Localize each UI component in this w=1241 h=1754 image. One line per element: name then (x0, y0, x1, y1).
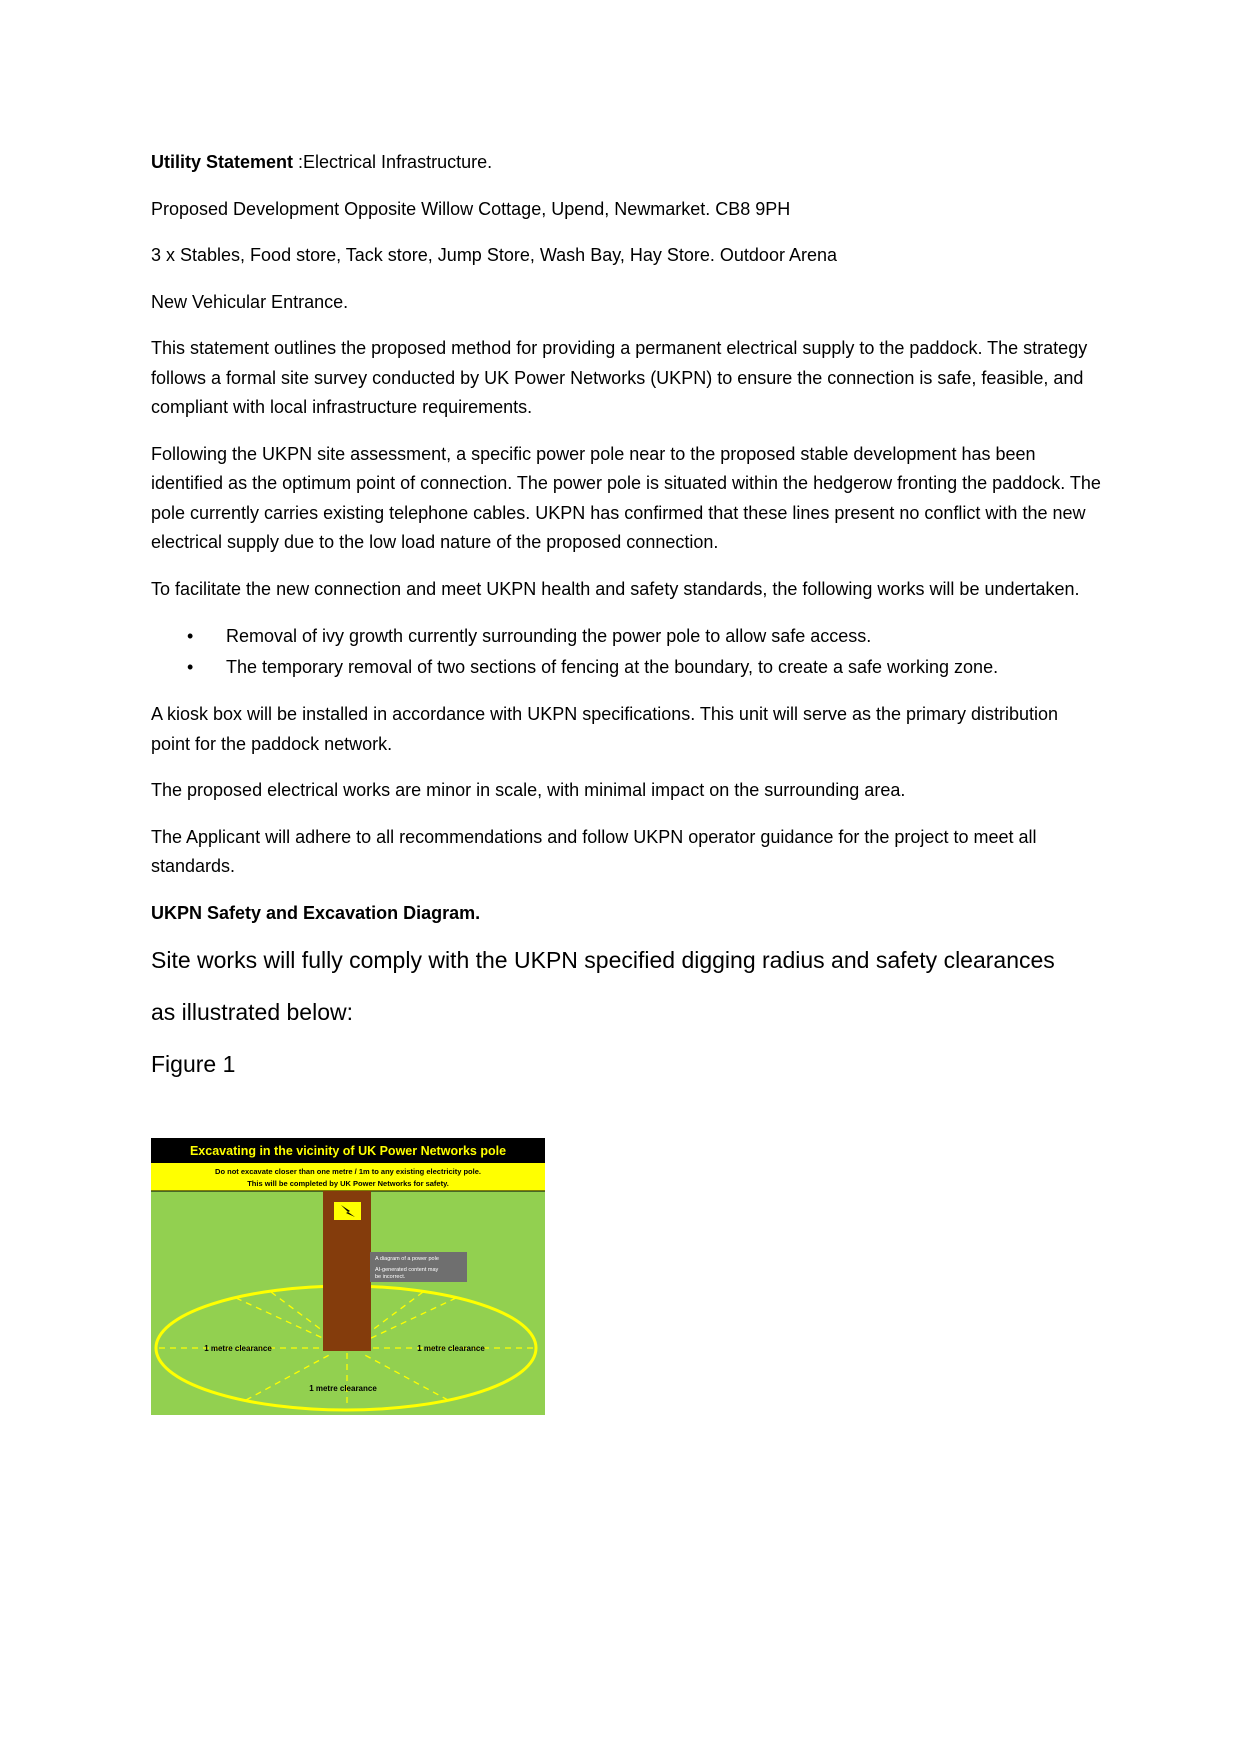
figure-label: Figure 1 (151, 1051, 236, 1077)
document-body (151, 148, 1101, 1101)
large-text-line-1: Site works will fully comply with the UKPN specified digging radius and safety clearances (151, 947, 1055, 973)
bullet-icon: • (187, 626, 194, 646)
list-item-text: Removal of ivy growth currently surrounding the power pole to allow safe access. (226, 626, 872, 646)
list-item (151, 621, 1101, 652)
paragraph-applicant: The Applicant will adhere to all recommendations and follow UKPN operator guidance for the project to meet all standards. (151, 826, 1037, 876)
list-item (151, 652, 1101, 683)
notice-line-2: This will be completed by UK Power Networks for safety. (247, 1179, 449, 1188)
diagram-heading: UKPN Safety and Excavation Diagram. (151, 902, 481, 923)
title-line (151, 148, 1101, 178)
banner-title: Excavating in the vicinity of UK Power Networks pole (189, 1144, 507, 1158)
alt-text-line-3: be incorrect. (375, 1274, 406, 1280)
address-line: Proposed Development Opposite Willow Cottage, Upend, Newmarket. CB8 9PH (151, 198, 791, 219)
buildings-line: 3 x Stables, Food store, Tack store, Jump Store, Wash Bay, Hay Store. Outdoor Arena (151, 245, 837, 265)
paragraph-kiosk: A kiosk box will be installed in accordance with UKPN specifications. This unit will serve as the primary distribution point for the paddock network. (151, 704, 1059, 754)
excavation-diagram (151, 1138, 545, 1415)
paragraph-impact: The proposed electrical works are minor in scale, with minimal impact on the surrounding area. (151, 780, 906, 800)
paragraph-assessment: Following the UKPN site assessment, a specific power pole near to the proposed stable development has been identified as the optimum point of connection. The power pole is situated within the hedgerow fronting the paddock. The pole currently carries existing telephone cables. UKPN has confirmed that these lines present no conflict with the new electrical supply due to the low load nature of the proposed connection. (151, 443, 1101, 552)
bullet-icon: • (187, 657, 194, 677)
paragraph-works: To facilitate the new connection and meet UKPN health and safety standards, the following works will be undertaken. (151, 578, 1080, 599)
alt-text-line-1: A diagram of a power pole (375, 1256, 439, 1262)
list-item-text: The temporary removal of two sections of fencing at the boundary, to create a safe working zone. (226, 657, 999, 677)
works-list (151, 621, 1101, 683)
large-text-line-2: as illustrated below: (151, 999, 353, 1025)
notice-line-1: Do not excavate closer than one metre / 1m to any existing electricity pole. (215, 1167, 481, 1176)
alt-text-line-2: AI-generated content may (375, 1267, 439, 1273)
entrance-line: New Vehicular Entrance. (151, 291, 349, 312)
clearance-label-right: 1 metre clearance (417, 1344, 485, 1353)
title-rest: :Electrical Infrastructure. (293, 152, 493, 172)
excavation-diagram-svg (151, 1138, 545, 1415)
clearance-label-left: 1 metre clearance (204, 1344, 272, 1353)
clearance-label-bottom: 1 metre clearance (309, 1384, 377, 1393)
title-bold: Utility Statement (151, 152, 294, 172)
paragraph-intro: This statement outlines the proposed method for providing a permanent electrical supply to the paddock. The strategy follows a formal site survey conducted by UK Power Networks (UKPN) to ensure the connection is safe, feasible, and compliant with local infrastructure requirements. (151, 338, 1088, 417)
